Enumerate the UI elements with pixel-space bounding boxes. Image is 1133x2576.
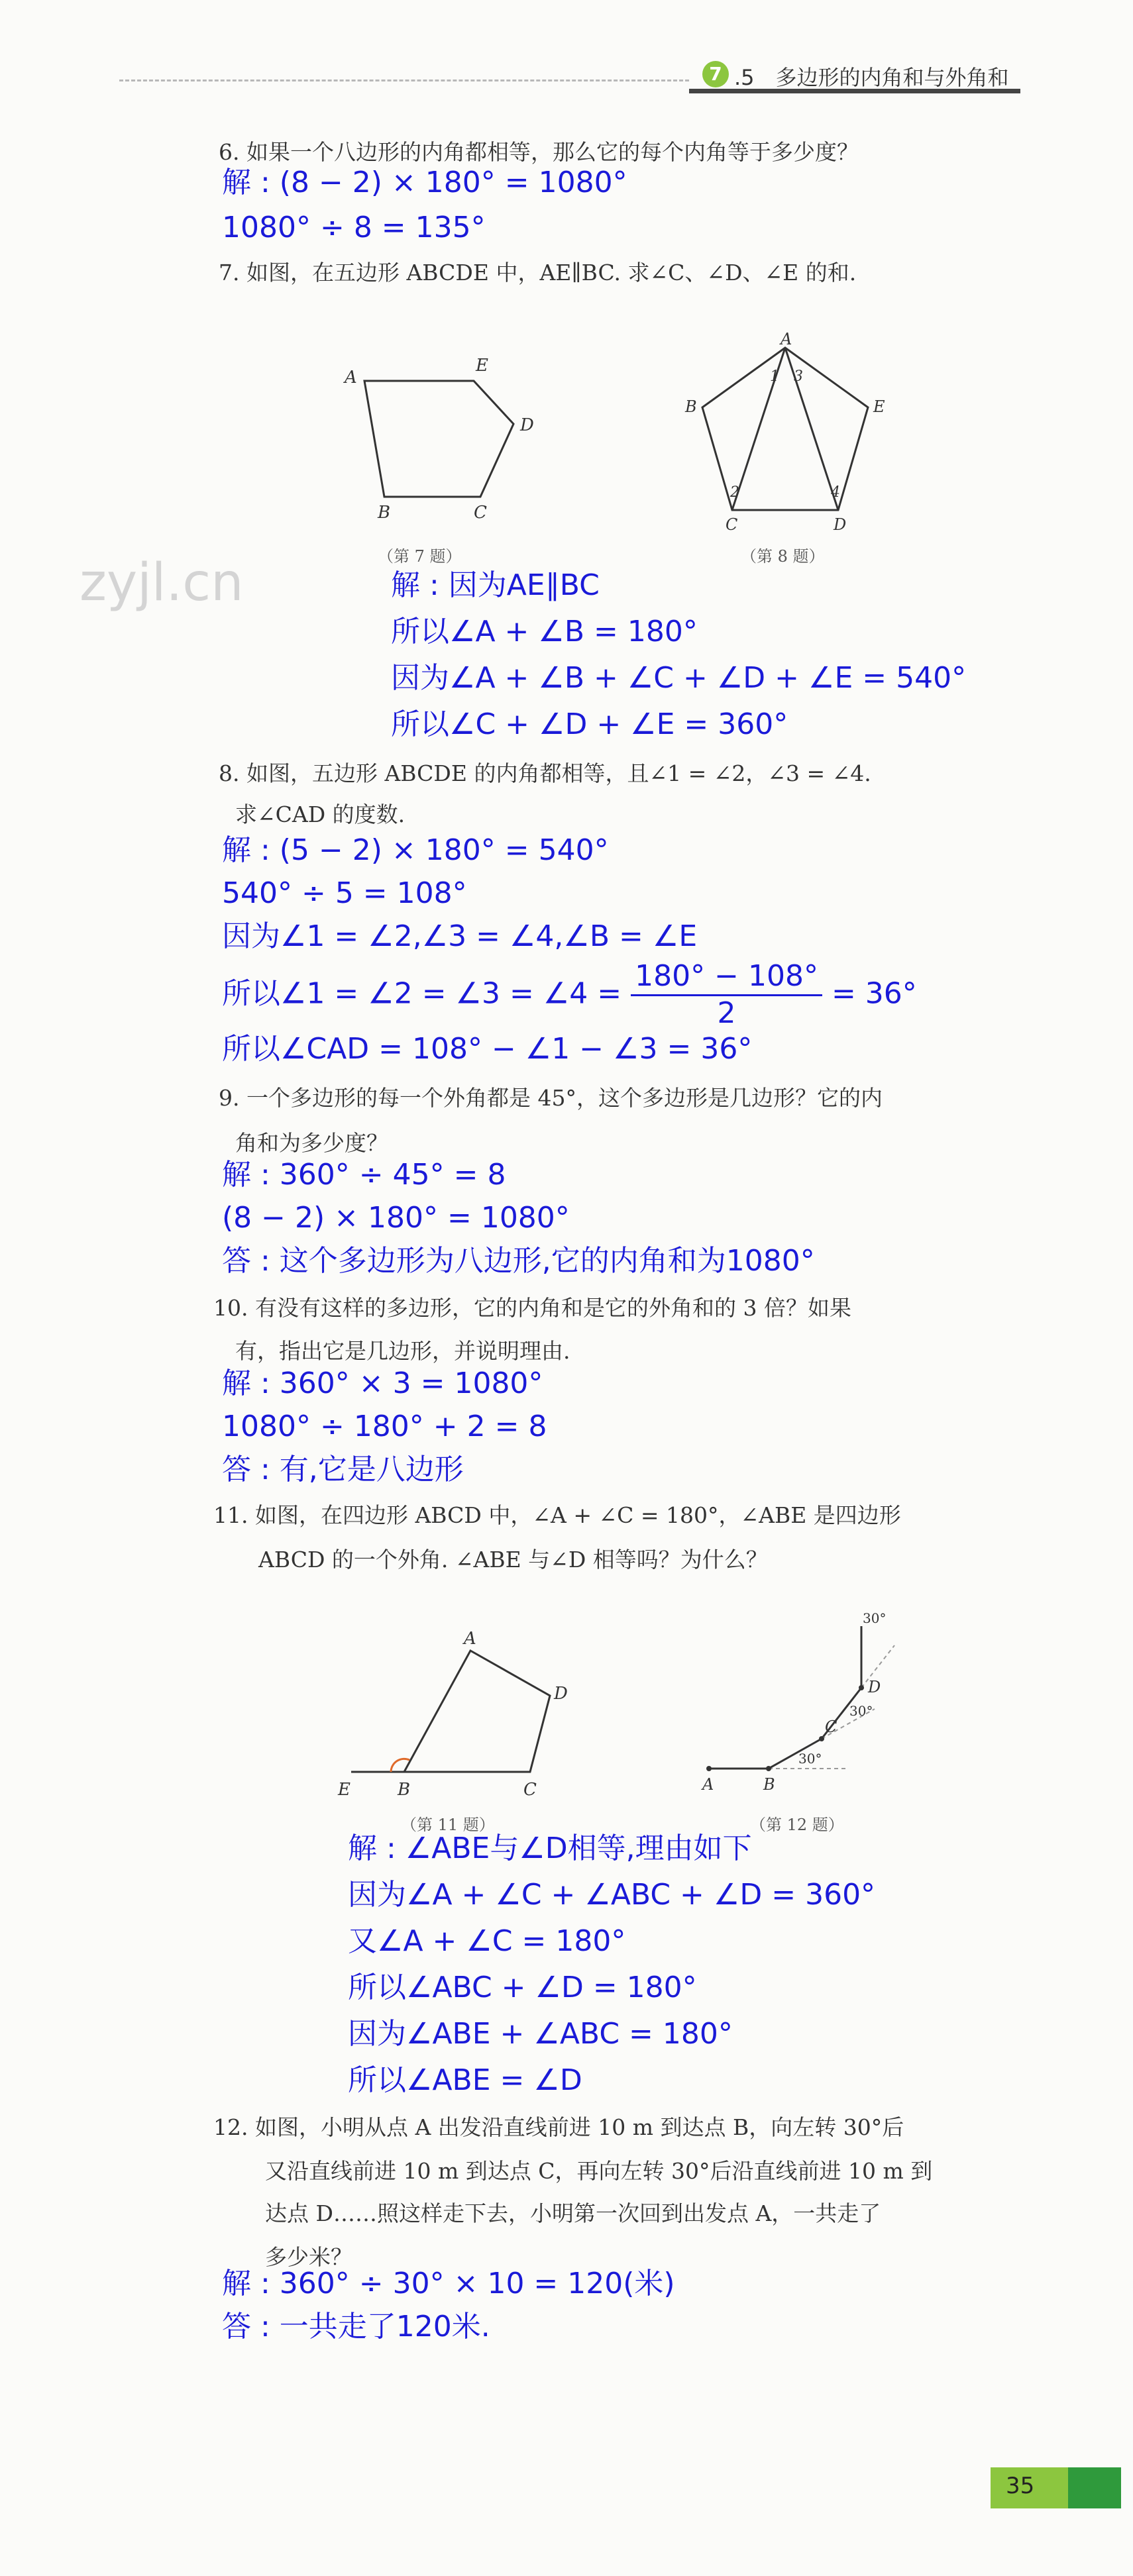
answer-7-line-1: 解 : 因为AE∥BC <box>391 568 600 602</box>
diagonal-ad <box>785 348 838 510</box>
caption-12: （第 12 题） <box>750 1816 844 1834</box>
question-11-line-1: 11. 如图，在四边形 ABCD 中，∠A + ∠C = 180°，∠ABE 是四边形 <box>213 1502 901 1528</box>
question-10-line-1: 10. 有没有这样的多边形，它的内角和是它的外角和的 3 倍？如果 <box>213 1295 851 1321</box>
answer-6-line-2: 1080° ÷ 8 = 135° <box>222 211 486 244</box>
question-9-line-1: 9. 一个多边形的每一个外角都是 45°，这个多边形是几边形？它的内 <box>219 1085 883 1111</box>
figure-7 <box>331 344 570 530</box>
question-8-line-1: 8. 如图，五边形 ABCDE 的内角都相等，且∠1 = ∠2，∠3 = ∠4. <box>219 760 871 786</box>
label-b: B <box>378 503 391 523</box>
fraction-denominator: 2 <box>717 996 736 1030</box>
point-a <box>706 1766 712 1771</box>
answer-11-line-6: 所以∠ABE = ∠D <box>348 2063 582 2097</box>
angle-3: 3 <box>794 368 803 385</box>
point-c <box>819 1736 824 1741</box>
answer-7-line-2: 所以∠A + ∠B = 180° <box>391 615 698 648</box>
answer-9-line-2: (8 − 2) × 180° = 1080° <box>222 1201 570 1235</box>
label-c: C <box>474 503 487 523</box>
answer-8-line-1: 解 : (5 − 2) × 180° = 540° <box>222 833 609 867</box>
figure-11 <box>331 1623 583 1802</box>
header-rule <box>119 79 689 81</box>
angle-label-b: 30° <box>798 1751 822 1767</box>
question-6: 6. 如果一个八边形的内角都相等，那么它的每个内角等于多少度？ <box>219 139 859 165</box>
page-number-accent <box>1068 2467 1121 2508</box>
question-12-line-3: 达点 D……照这样走下去，小明第一次回到出发点 A，一共走了 <box>265 2200 881 2226</box>
section-title: .5 多边形的内角和与外角和 <box>734 65 1009 90</box>
answer-8-line-2: 540° ÷ 5 = 108° <box>222 876 467 910</box>
chapter-badge: 7 <box>702 61 729 87</box>
fraction-numerator: 180° − 108° <box>631 959 822 996</box>
answer-10-line-3: 答 : 有,它是八边形 <box>222 1453 464 1486</box>
answer-11-line-1: 解 : ∠ABE与∠D相等,理由如下 <box>348 1831 752 1865</box>
answer-12-line-1: 解 : 360° ÷ 30° × 10 = 120(米) <box>222 2267 675 2300</box>
answer-11-line-4: 所以∠ABC + ∠D = 180° <box>348 1971 697 2004</box>
label-a: A <box>781 331 792 348</box>
angle-label-top: 30° <box>863 1610 887 1626</box>
answer-11-line-5: 因为∠ABE + ∠ABC = 180° <box>348 2017 733 2051</box>
label-d: D <box>520 415 534 435</box>
pentagon-abcde <box>702 348 868 510</box>
label-c: C <box>523 1780 537 1800</box>
answer-7-line-4: 所以∠C + ∠D + ∠E = 360° <box>391 707 788 741</box>
quadrilateral-abcd <box>404 1651 550 1772</box>
question-12-line-1: 12. 如图，小明从点 A 出发沿直线前进 10 m 到达点 B，向左转 30°后 <box>213 2114 904 2140</box>
angle-1: 1 <box>770 368 779 385</box>
page-number: 35 <box>1006 2473 1035 2499</box>
figure-12 <box>689 1610 914 1802</box>
question-12-line-4: 多少米？ <box>265 2244 352 2270</box>
caption-7: （第 7 题） <box>378 547 462 566</box>
label-c: C <box>825 1718 837 1736</box>
question-8-line-2: 求∠CAD 的度数. <box>235 801 405 827</box>
answer-7-line-3: 因为∠A + ∠B + ∠C + ∠D + ∠E = 540° <box>391 661 967 695</box>
question-11-line-2: ABCD 的一个外角. ∠ABE 与∠D 相等吗？为什么？ <box>258 1547 768 1572</box>
label-b: B <box>685 397 697 416</box>
answer-8-line-3: 因为∠1 = ∠2,∠3 = ∠4,∠B = ∠E <box>222 919 698 953</box>
label-a: A <box>345 368 357 387</box>
label-c: C <box>726 515 738 534</box>
question-12-line-2: 又沿直线前进 10 m 到达点 C，再向左转 30°后沿直线前进 10 m 到 <box>265 2158 933 2184</box>
angle-4: 4 <box>831 484 840 501</box>
answer-8-line-5: 所以∠CAD = 108° − ∠1 − ∠3 = 36° <box>222 1032 753 1066</box>
angle-2: 2 <box>730 484 739 501</box>
label-a: A <box>464 1629 476 1649</box>
label-d: D <box>554 1684 568 1704</box>
answer-9-line-1: 解 : 360° ÷ 45° = 8 <box>222 1158 506 1192</box>
label-b: B <box>763 1775 775 1794</box>
watermark: zyjl.cn <box>80 553 244 613</box>
answer-10-line-1: 解 : 360° × 3 = 1080° <box>222 1366 543 1400</box>
answer-8-line-4 <box>222 959 917 1031</box>
caption-11: （第 11 题） <box>401 1816 495 1834</box>
answer-11-line-3: 又∠A + ∠C = 180° <box>348 1924 626 1958</box>
point-d <box>859 1685 864 1690</box>
caption-8: （第 8 题） <box>741 547 825 566</box>
label-b: B <box>398 1780 411 1800</box>
question-9-line-2: 角和为多少度？ <box>235 1130 388 1156</box>
answer-6-line-1: 解 : (8 − 2) × 180° = 1080° <box>222 166 627 199</box>
figure-8 <box>682 331 888 537</box>
walk-path <box>709 1626 861 1769</box>
label-e: E <box>476 356 488 376</box>
point-b <box>766 1766 771 1771</box>
question-7: 7. 如图，在五边形 ABCDE 中，AE∥BC. 求∠C、∠D、∠E 的和. <box>219 260 857 285</box>
pentagon-abcde <box>364 381 513 497</box>
answer-8-frac-prefix: 所以∠1 = ∠2 = ∠3 = ∠4 = <box>222 976 622 1011</box>
answer-8-fraction <box>631 959 822 1031</box>
answer-11-line-2: 因为∠A + ∠C + ∠ABC + ∠D = 360° <box>348 1878 876 1912</box>
question-10-line-2: 有，指出它是几边形，并说明理由. <box>235 1338 570 1364</box>
answer-10-line-2: 1080° ÷ 180° + 2 = 8 <box>222 1410 547 1443</box>
label-d: D <box>868 1678 881 1696</box>
label-e: E <box>338 1780 351 1800</box>
answer-8-frac-suffix: = 36° <box>831 976 917 1011</box>
answer-12-line-2: 答 : 一共走了120米. <box>222 2310 490 2344</box>
angle-label-d: 30° <box>849 1703 873 1719</box>
answer-9-line-3: 答 : 这个多边形为八边形,它的内角和为1080° <box>222 1244 815 1278</box>
label-d: D <box>834 515 847 534</box>
label-e: E <box>873 397 885 416</box>
label-a: A <box>702 1775 714 1794</box>
